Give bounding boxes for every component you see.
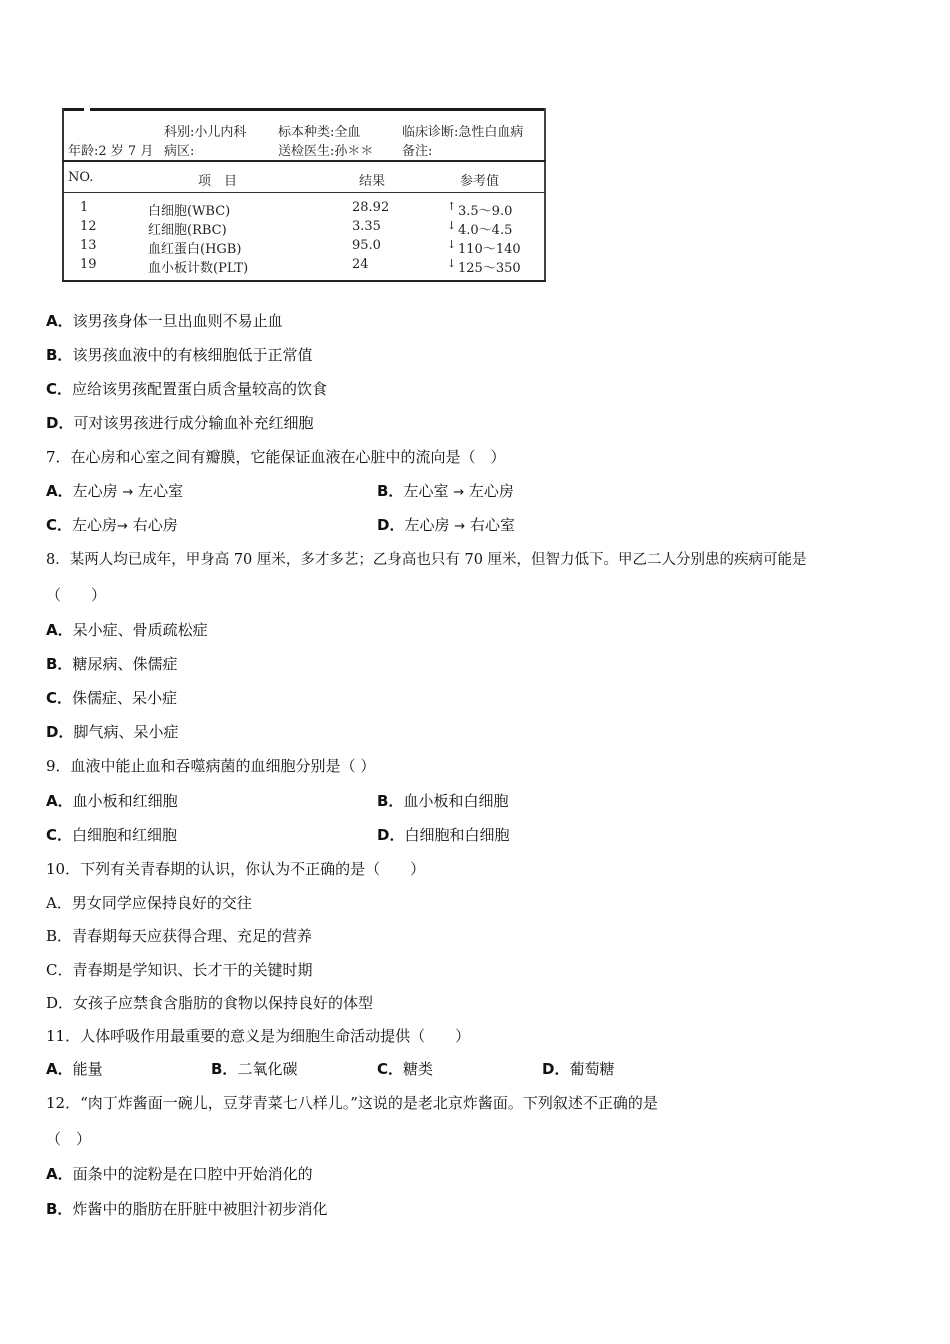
- q7-stem: 7．在心房和心室之间有瓣膜，它能保证血液在心脏中的流向是（ ）: [46, 448, 506, 466]
- report-specimen: 标本种类:全血: [278, 125, 361, 140]
- arrow-right-icon: →: [453, 485, 465, 500]
- report-row-ref: 3.5～9.0: [458, 204, 513, 219]
- q10-option-d: D．女孩子应禁食含脂肪的食物以保持良好的体型: [46, 994, 374, 1012]
- q8-stem: 8．某两人均已成年，甲身高 70 厘米，多才多艺；乙身高也只有 70 厘米，但智力低下。甲乙二人分别患的疾病可能是: [46, 552, 807, 568]
- report-dept: 科别:小儿内科: [164, 125, 247, 140]
- report-remark: 备注:: [402, 144, 433, 159]
- report-row-result: 95.0: [352, 238, 381, 253]
- arrow-up-icon: ↑: [447, 200, 457, 213]
- q10-stem: 10．下列有关青春期的认识，你认为不正确的是（ ）: [46, 860, 426, 878]
- report-row-result: 3.35: [352, 219, 381, 234]
- report-row-result: 28.92: [352, 200, 390, 215]
- report-top-border: [62, 108, 546, 111]
- q11-stem: 11．人体呼吸作用最重要的意义是为细胞生命活动提供（ ）: [46, 1027, 471, 1045]
- q10-option-a: A．男女同学应保持良好的交往: [46, 894, 252, 912]
- report-row-ref: 125～350: [458, 261, 521, 276]
- report-diagnosis: 临床诊断:急性白血病: [402, 125, 524, 140]
- q11-option-b: B．二氧化碳: [211, 1060, 298, 1078]
- report-row: [62, 200, 546, 219]
- q12-option-a: A．面条中的淀粉是在口腔中开始消化的: [46, 1165, 313, 1183]
- arrow-down-icon: ↓: [447, 238, 457, 251]
- report-col-result: 结果: [359, 174, 386, 189]
- q11-option-d: D．葡萄糖: [542, 1060, 615, 1078]
- q9-option-d: D．白细胞和白细胞: [377, 826, 510, 844]
- report-row-item: 白细胞(WBC): [148, 204, 231, 219]
- report-row-no: 1: [80, 200, 89, 215]
- report-row: [62, 219, 546, 238]
- q6-option-b: B．该男孩血液中的有核细胞低于正常值: [46, 346, 313, 364]
- q9-stem: 9．血液中能止血和吞噬病菌的血细胞分别是（ ）: [46, 757, 376, 775]
- q9-option-a: A．血小板和红细胞: [46, 792, 178, 810]
- q7-option-c: C．左心房→ 右心房: [46, 516, 178, 534]
- q10-option-b: B．青春期每天应获得合理、充足的营养: [46, 927, 313, 945]
- report-doctor: 送检医生:孙＊＊: [278, 144, 374, 159]
- report-divider: [62, 160, 546, 162]
- q6-option-a: A．该男孩身体一旦出血则不易止血: [46, 312, 283, 330]
- report-row: [62, 257, 546, 276]
- report-row-ref: 110～140: [458, 242, 521, 257]
- q12-option-b: B．炸酱中的脂肪在肝脏中被胆汁初步消化: [46, 1200, 328, 1218]
- q8-option-a: A．呆小症、骨质疏松症: [46, 621, 208, 639]
- q11-option-c: C．糖类: [377, 1060, 434, 1078]
- q12-paren: （ ）: [46, 1130, 92, 1148]
- report-row-no: 19: [80, 257, 97, 272]
- q10-option-c: C．青春期是学知识、长才干的关键时期: [46, 961, 313, 979]
- arrow-down-icon: ↓: [447, 219, 457, 232]
- report-row-result: 24: [352, 257, 369, 272]
- q8-option-c: C．侏儒症、呆小症: [46, 689, 178, 707]
- q8-paren: （ ）: [46, 586, 107, 604]
- report-row-ref: 4.0～4.5: [458, 223, 513, 238]
- lab-report-image: [62, 108, 546, 282]
- report-age: 年龄:2 岁 7 月: [68, 144, 154, 159]
- report-col-no: NO.: [68, 170, 94, 185]
- q7-option-b: B．左心室 → 左心房: [377, 482, 514, 500]
- report-row-item: 红细胞(RBC): [148, 223, 227, 238]
- report-col-item: 项 目: [198, 174, 238, 189]
- arrow-right-icon: →: [122, 485, 134, 500]
- report-header-divider: [62, 192, 546, 193]
- q8-option-b: B．糖尿病、侏儒症: [46, 655, 178, 673]
- report-bottom-border: [62, 280, 546, 282]
- q6-option-d: D．可对该男孩进行成分输血补充红细胞: [46, 414, 314, 432]
- q7-option-a: A．左心房 → 左心室: [46, 482, 184, 500]
- report-row-no: 12: [80, 219, 97, 234]
- arrow-down-icon: ↓: [447, 257, 457, 270]
- q9-option-c: C．白细胞和红细胞: [46, 826, 178, 844]
- q11-option-a: A．能量: [46, 1060, 103, 1078]
- report-row-item: 血小板计数(PLT): [148, 261, 249, 276]
- q6-option-c: C．应给该男孩配置蛋白质含量较高的饮食: [46, 380, 328, 398]
- report-row-item: 血红蛋白(HGB): [148, 242, 242, 257]
- report-row-no: 13: [80, 238, 97, 253]
- arrow-right-icon: →: [454, 519, 466, 534]
- report-col-ref: 参考值: [460, 174, 500, 189]
- q7-option-d: D．左心房 → 右心室: [377, 516, 515, 534]
- q8-option-d: D．脚气病、呆小症: [46, 723, 179, 741]
- report-row: [62, 238, 546, 257]
- q12-stem: 12．“肉丁炸酱面一碗儿，豆芽青菜七八样儿。”这说的是老北京炸酱面。下列叙述不正确的是: [46, 1094, 658, 1112]
- report-ward: 病区:: [164, 144, 195, 159]
- arrow-right-icon: →: [117, 519, 128, 534]
- q9-option-b: B．血小板和白细胞: [377, 792, 509, 810]
